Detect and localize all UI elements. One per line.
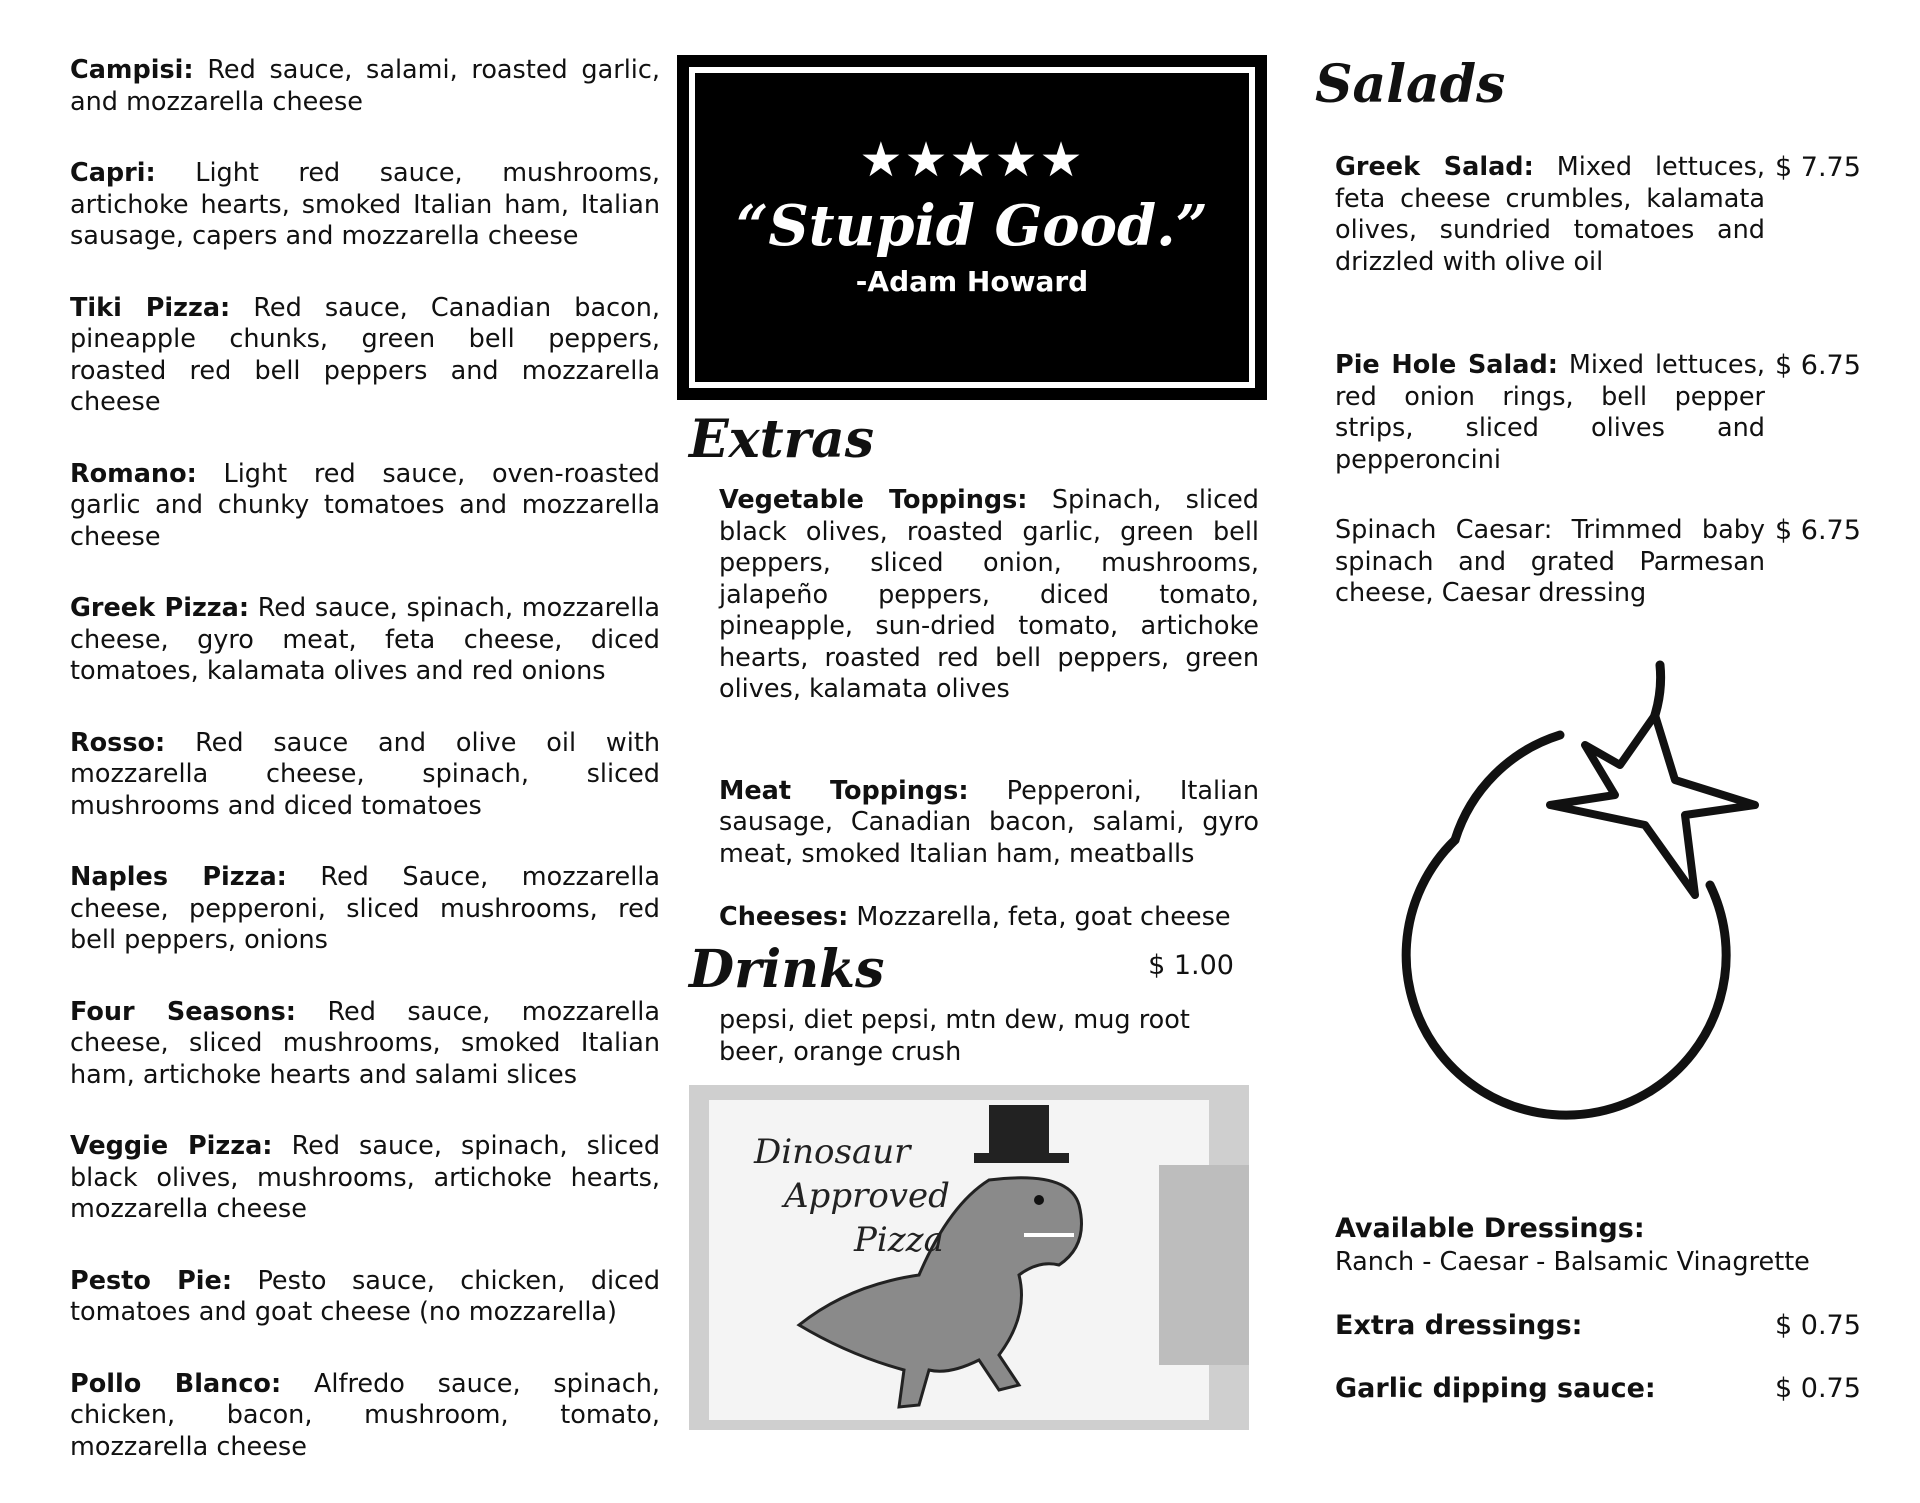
pizza-item: Veggie Pizza: Red sauce, spinach, sliced black olives, mushrooms, artichoke hearts, mozzarella cheese [70, 1131, 660, 1224]
pizza-item: Pollo Blanco: Alfredo sauce, spinach, chicken, bacon, mushroom, tomato, mozzarella cheese [70, 1368, 660, 1462]
salad-price: $ 7.75 [1775, 152, 1861, 183]
salad-price: $ 6.75 [1775, 515, 1861, 546]
pizza-item: Naples Pizza: Red Sauce, mozzarella cheese, pepperoni, sliced mushrooms, red bell peppers, onions [70, 862, 660, 955]
dressings-title: Available Dressings: [1335, 1213, 1645, 1244]
pizza-item: Four Seasons: Red sauce, mozzarella cheese, sliced mushrooms, smoked Italian ham, artichoke hearts and salami slices [70, 996, 661, 1090]
pizza-item: Pesto Pie: Pesto sauce, chicken, diced tomatoes and goat cheese (no mozzarella) [70, 1265, 661, 1327]
pizza-item: Tiki Pizza: Red sauce, Canadian bacon, pineapple chunks, green bell peppers, roasted red bell peppers and mozzarella cheese [70, 292, 660, 417]
dinosaur-sign: Dinosaur Approved Pizza [754, 1132, 950, 1260]
salad-item: Greek Salad: Mixed lettuces, feta cheese crumbles, kalamata olives, sundried tomatoes and drizzled with olive oil [1335, 152, 1765, 277]
drinks-list: pepsi, diet pepsi, mtn dew, mug root beer, orange crush [719, 1005, 1190, 1067]
extras-list [719, 485, 1259, 934]
drinks-price: $ 1.00 [1148, 950, 1234, 981]
pizza-list [70, 55, 660, 1503]
pizza-item: Capri: Light red sauce, mushrooms, artichoke hearts, smoked Italian ham, Italian sausage, capers and mozzarella cheese [70, 158, 660, 251]
salad-price: $ 6.75 [1775, 350, 1861, 381]
review-quote: “Stupid Good.” [736, 193, 1208, 259]
tomato-icon [1375, 655, 1795, 1135]
dinosaur-photo [689, 1085, 1249, 1430]
review-box [677, 55, 1267, 400]
pizza-item: Rosso: Red sauce and olive oil with mozzarella cheese, spinach, sliced mushrooms and diced tomatoes [70, 727, 660, 821]
pizza-item: Romano: Light red sauce, oven-roasted garlic and chunky tomatoes and mozzarella cheese [70, 458, 660, 552]
pizza-item: Greek Pizza: Red sauce, spinach, mozzarella cheese, gyro meat, feta cheese, diced tomatoes, kalamata olives and red onions [70, 593, 661, 686]
salad-item: Pie Hole Salad: Mixed lettuces, red onion rings, bell pepper strips, sliced olives and pepperoncini [1335, 350, 1765, 475]
garlic-sauce-label: Garlic dipping sauce: [1335, 1373, 1656, 1404]
salads-heading: Salads [1315, 54, 1506, 115]
vegetable-toppings: Vegetable Toppings: Spinach, sliced black olives, roasted garlic, green bell peppers, sliced onion, mushrooms, jalapeño peppers, diced tomato, pineapple, sun-dried tomato, artichoke hearts, roasted red bell peppers, green olives, kalamata olives [719, 485, 1259, 704]
drinks-header [689, 940, 1234, 1000]
extra-dressings-price: $ 0.75 [1775, 1310, 1861, 1341]
five-star-icon: ★★★★★ [859, 132, 1085, 188]
salad-item: Spinach Caesar: Trimmed baby spinach and grated Parmesan cheese, Caesar dressing [1335, 515, 1765, 608]
garlic-sauce-price: $ 0.75 [1775, 1373, 1861, 1404]
meat-toppings: Meat Toppings: Pepperoni, Italian sausage, Canadian bacon, salami, gyro meat, smoked Italian ham, meatballs [719, 775, 1259, 869]
drinks-heading: Drinks [689, 939, 885, 1000]
review-frame [689, 67, 1255, 388]
extra-dressings-label: Extra dressings: [1335, 1310, 1583, 1341]
review-author: -Adam Howard [855, 265, 1089, 298]
cheeses: Cheeses: Mozzarella, feta, goat cheese [719, 902, 1231, 932]
pizza-item: Campisi: Red sauce, salami, roasted garlic, and mozzarella cheese [70, 55, 660, 117]
dressings-list: Ranch - Caesar - Balsamic Vinagrette [1335, 1247, 1810, 1277]
extras-heading: Extras [689, 409, 875, 470]
